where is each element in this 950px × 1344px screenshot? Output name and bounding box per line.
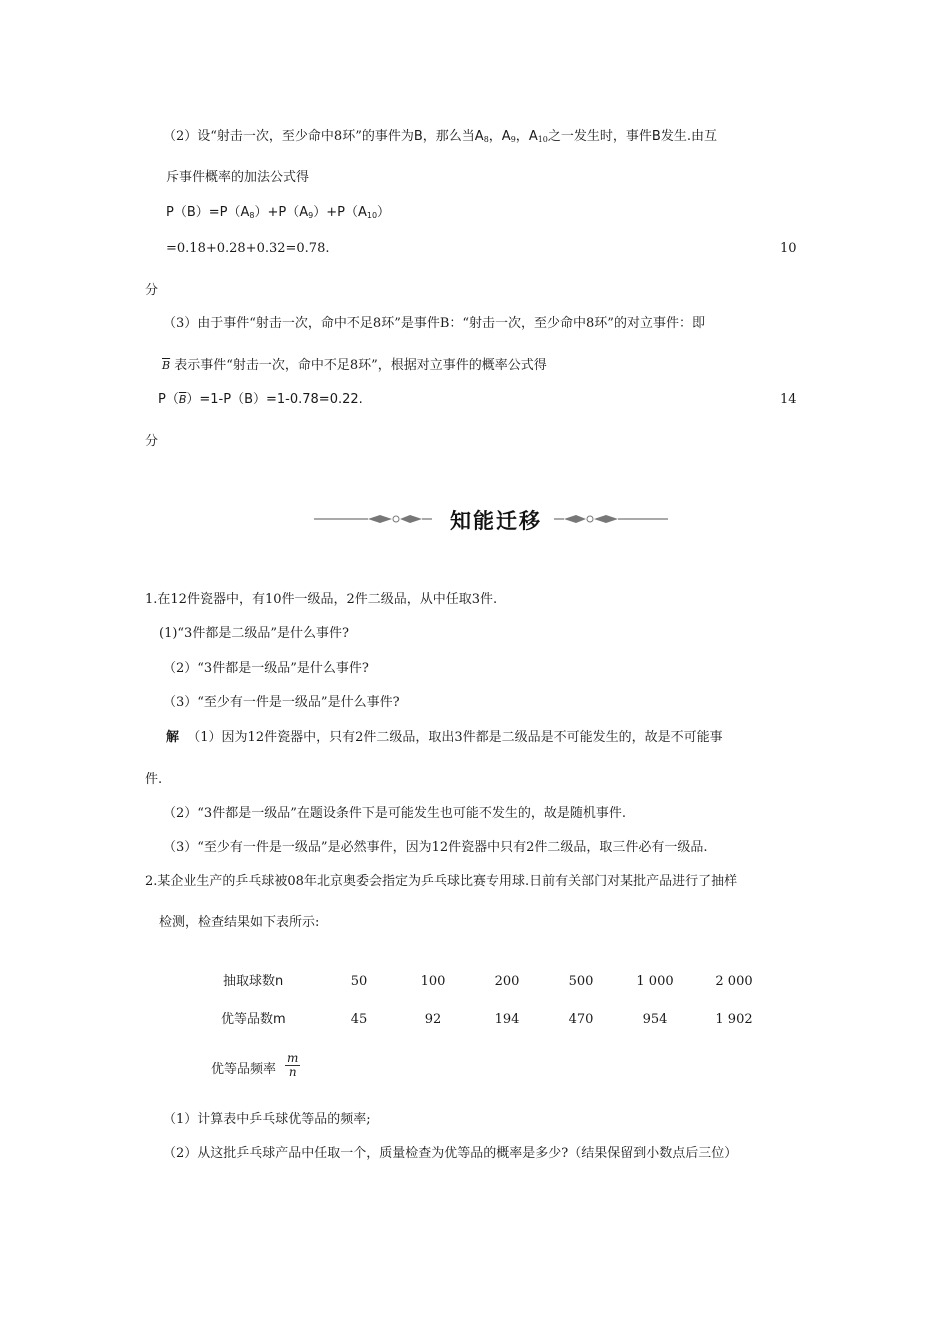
solution-label: 解 [166,730,180,745]
b-complement-symbol: $\overline{B}$ [178,393,187,406]
q1-solution-line1-cont: 件. [145,772,163,787]
part2-line1 [163,128,717,149]
formula-part-a: P（ [158,392,179,407]
part3-score: 14 [780,392,797,407]
part2-text-d: 发生.由互 [660,129,717,144]
part2-text-a: （2）设“射击一次，至少命中8环”的事件为 [163,129,414,144]
fraction-denominator: n [288,1065,297,1079]
table-cell: 200 [494,974,520,989]
part2-score-unit: 分 [145,283,159,298]
table-cell: 1 000 [636,974,674,989]
table-row3-label: 优等品频率 [211,1062,277,1077]
part2-text-c: 之一发生时，事件 [547,129,652,144]
row1-variable: n [275,974,284,989]
q1-sub3: （3）“至少有一件是一级品”是什么事件? [163,695,400,710]
table-cell: 194 [494,1012,520,1027]
q2-stem-line1: 2.某企业生产的乒乓球被08年北京奥委会指定为乒乓球比赛专用球.日前有关部门对某批产品进行了抽样 [145,874,738,889]
part3-formula [158,391,363,409]
table-row2-label [221,1011,286,1029]
row2-label-text: 优等品数 [221,1012,274,1027]
formula-part-a: P（B）=P（A [166,205,250,220]
part3-score-unit: 分 [145,434,159,449]
comma: ， [515,129,529,144]
row2-variable: m [273,1012,286,1027]
table-cell: 92 [424,1012,442,1027]
part2-formula [166,204,390,225]
solution-1-text: （1）因为12件瓷器中，只有2件二级品，取出3件都是二级品是不可能发生的，故是不可能事 [187,730,723,745]
section-title: 知能迁移 [450,509,542,533]
part2-text-b: ，那么当 [422,129,475,144]
q1-stem: 1.在12件瓷器中，有10件一级品，2件二级品，从中任取3件. [145,592,498,607]
table-cell: 470 [568,1012,594,1027]
b-complement-symbol: $\overline{B}$ [162,359,171,372]
formula-part-c: ）+P（A [313,205,367,220]
q1-sub1: (1)“3件都是二级品”是什么事件? [159,626,349,641]
subscript-10: 10 [537,135,548,144]
subscript-9: 9 [308,211,314,220]
event-b-symbol: B [651,129,661,144]
event-b-symbol: B [413,129,423,144]
table-cell: 500 [568,974,594,989]
q1-solution-line2: （2）“3件都是一级品”在题设条件下是可能发生也可能不发生的，故是随机事件. [163,806,626,821]
event-a8-symbol: A [474,129,484,144]
q1-solution-line3: （3）“至少有一件是一级品”是必然事件，因为12件瓷器中只有2件二级品，取三件必有一级品. [163,840,708,855]
q2-stem-line2: 检测，检查结果如下表所示: [159,915,320,930]
fraction-numerator: m [287,1051,299,1065]
comma: ， [488,129,502,144]
q1-sub2: （2）“3件都是一级品”是什么事件? [163,661,369,676]
table-cell: 50 [350,974,368,989]
row1-label-text: 抽取球数 [223,974,276,989]
frequency-fraction [285,1052,300,1079]
part2-score: 10 [780,241,797,256]
table-cell: 1 902 [715,1012,753,1027]
table-row1-label [223,973,283,991]
q1-solution-line1 [166,729,723,747]
part3-line1: （3）由于事件“射击一次，命中不足8环”是事件B：“射击一次，至少命中8环”的对立事件：即 [163,316,705,331]
subscript-8: 8 [483,135,489,144]
subscript-9: 9 [510,135,516,144]
part2-line2: 斥事件概率的加法公式得 [166,170,310,185]
formula-part-d: ） [377,205,391,220]
event-a9-symbol: A [501,129,511,144]
formula-part-b: ）+P（A [254,205,309,220]
table-cell: 100 [420,974,446,989]
table-cell: 2 000 [715,974,753,989]
subscript-8: 8 [249,211,255,220]
table-cell: 954 [642,1012,668,1027]
section-title-banner [310,503,670,535]
table-cell: 45 [350,1012,368,1027]
subscript-10: 10 [366,211,378,220]
part2-result: =0.18+0.28+0.32=0.78. [166,241,330,256]
part3-line2-text: 表示事件“射击一次，命中不足8环”，根据对立事件的概率公式得 [174,358,547,373]
part3-line2 [162,357,547,375]
q2-part2: （2）从这批乒乓球产品中任取一个，质量检查为优等品的概率是多少?（结果保留到小数点后三位） [163,1146,738,1161]
event-a10-symbol: A [528,129,538,144]
q2-part1: （1）计算表中乒乓球优等品的频率; [163,1112,371,1127]
formula-part-b: ）=1-P（B）=1-0.78=0.22. [186,392,363,407]
